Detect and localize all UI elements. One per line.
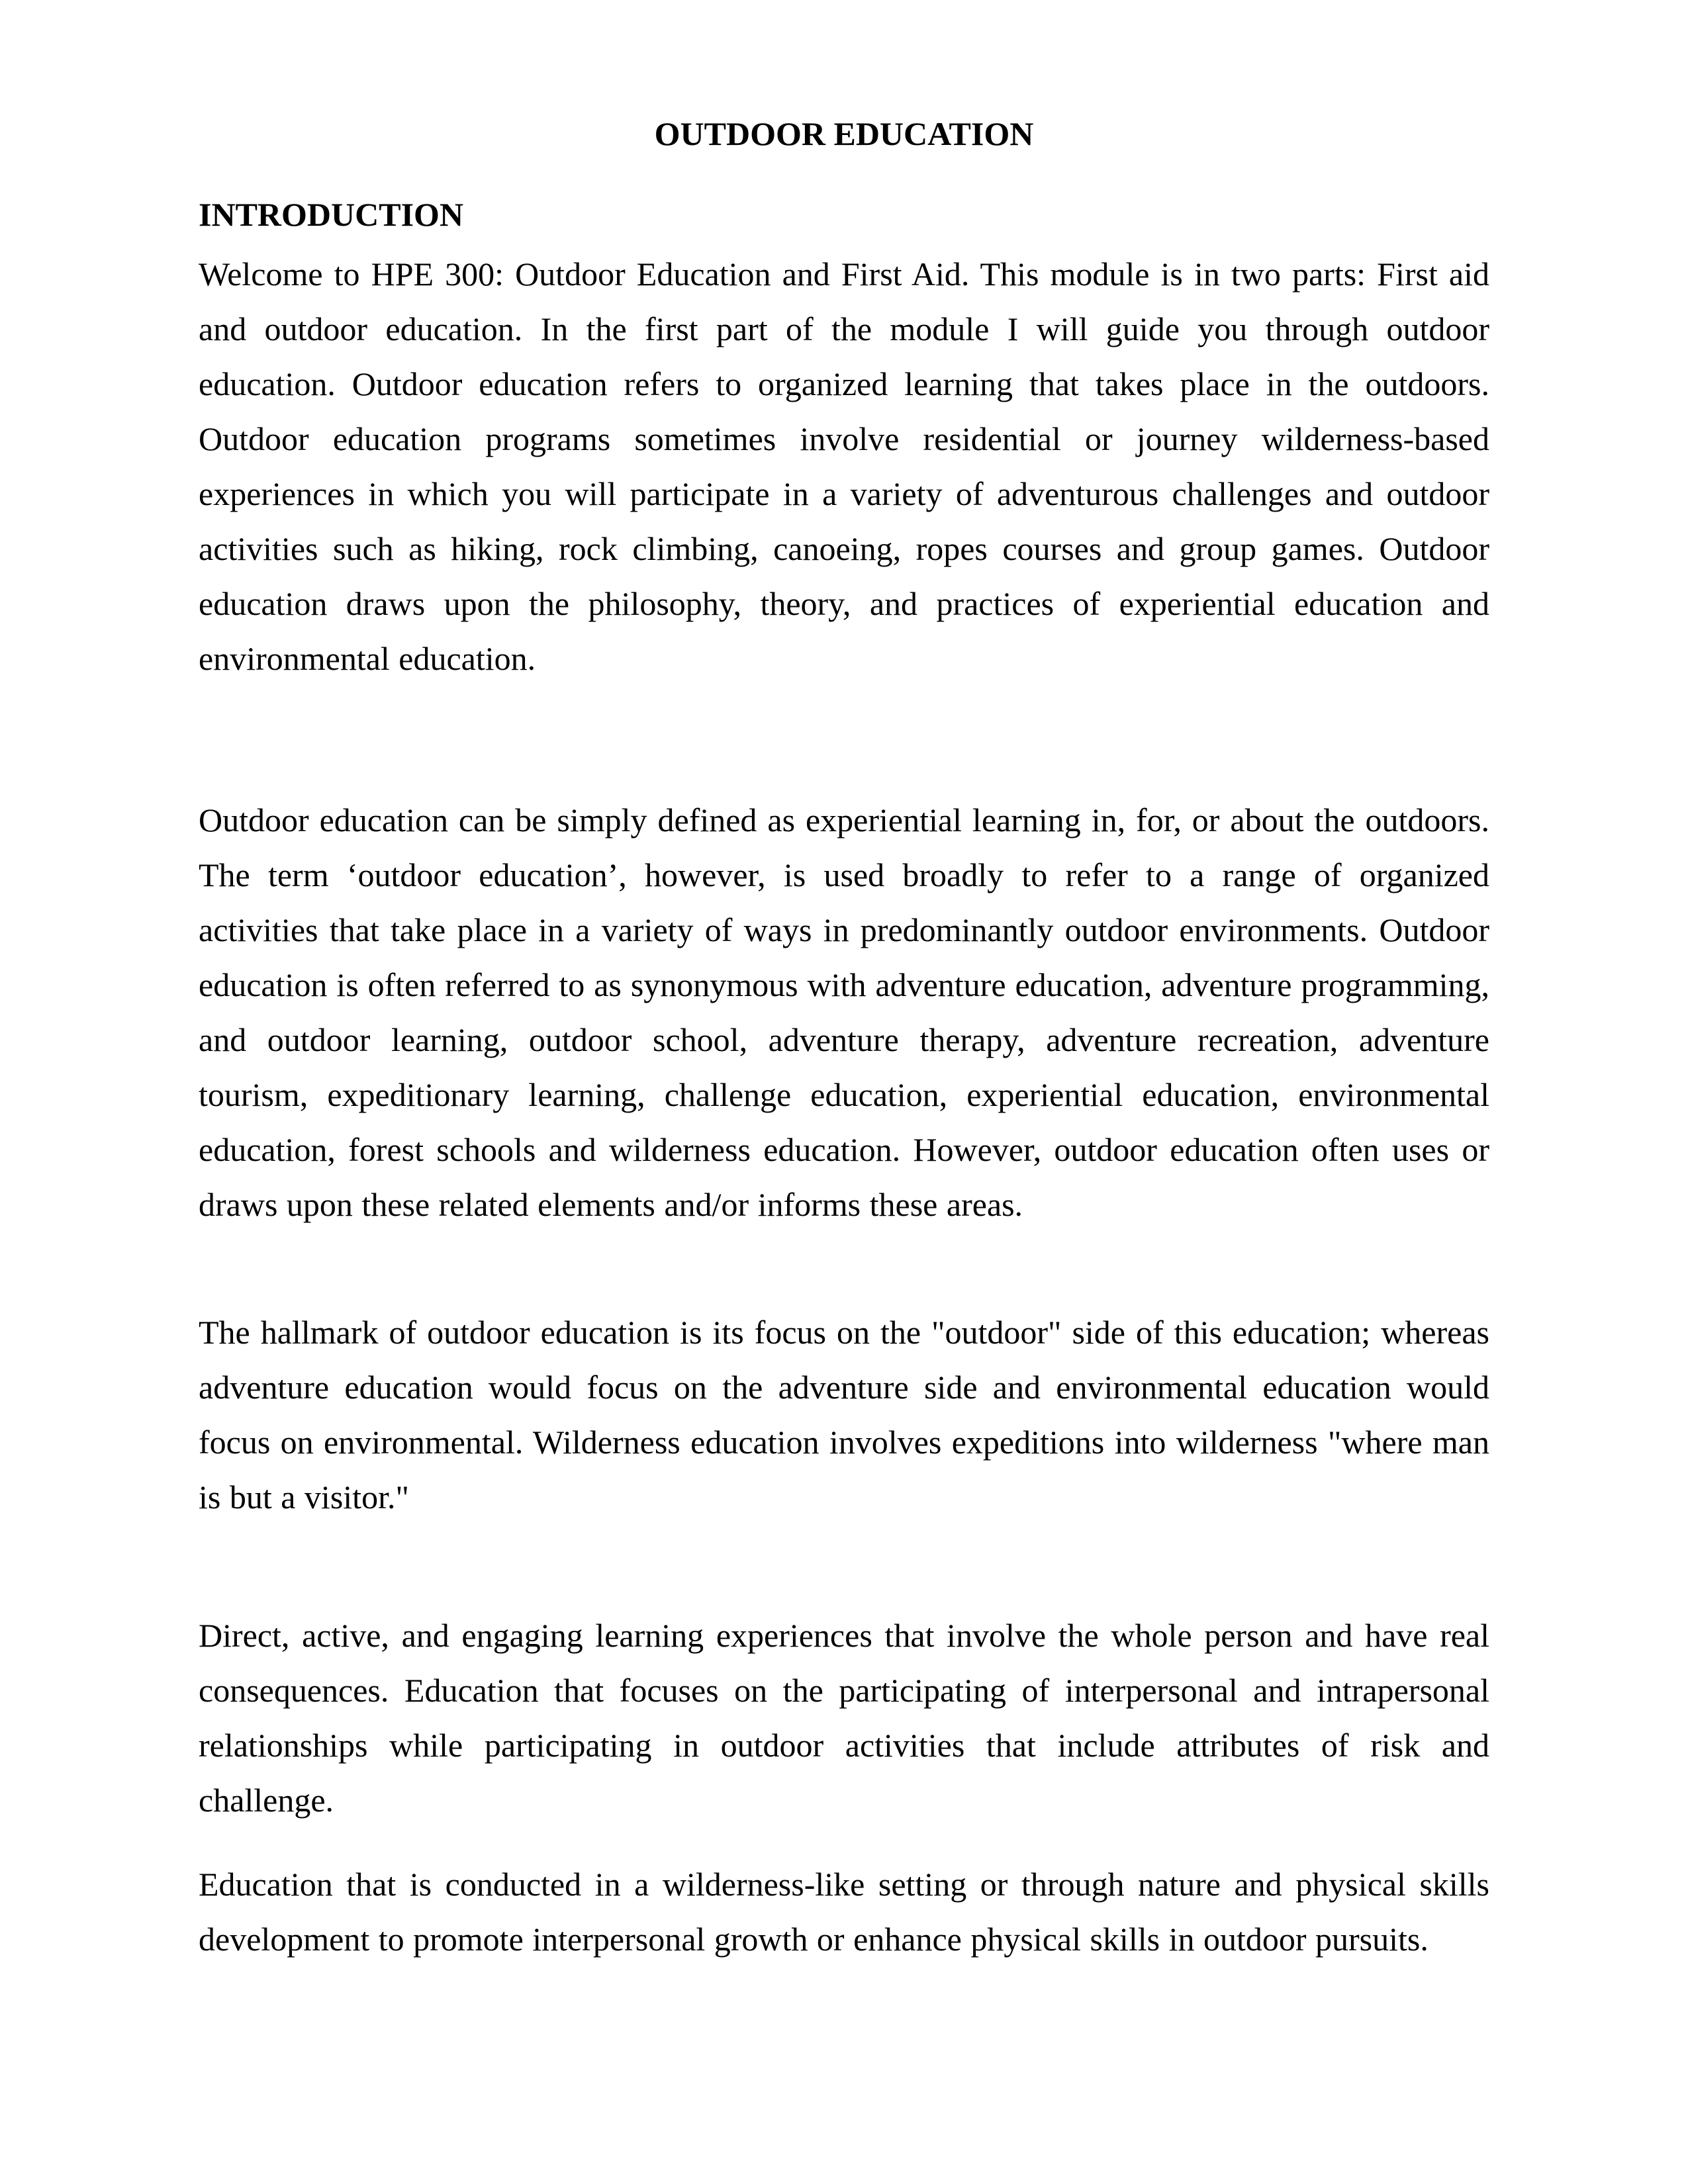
paragraph-wilderness-setting: Education that is conducted in a wilderness-like setting or through nature and physical skills development to promote interpersonal growth or enhance physical skills in outdoor pursuits. bbox=[199, 1866, 1489, 1958]
paragraph-welcome-overview: Welcome to HPE 300: Outdoor Education and First Aid. This module is in two parts: First aid and outdoor education. In the first part of the module I will guide you through outdoor education. Outdoor education refers to organized learning that takes place in the outdoors. Outdoor education programs sometimes involve residential or journey wilderness-based experiences in which you will participate in a variety of adventurous challenges and outdoor activities such as hiking, rock climbing, canoeing, ropes courses and group games. Outdoor education draws upon the philosophy, theory, and practices of experiential education and environmental education. bbox=[199, 255, 1489, 677]
paragraph-hallmark: The hallmark of outdoor education is its focus on the "outdoor" side of this education; whereas adventure education would focus on the adventure side and environmental education would focus on environmental. Wilderness education involves expeditions into wilderness "where man is but a visitor." bbox=[199, 1314, 1489, 1516]
paragraph-definition: Outdoor education can be simply defined as experiential learning in, for, or about the outdoors. The term ‘outdoor education’, however, is used broadly to refer to a range of organized activities that take place in a variety of ways in predominantly outdoor environments. Outdoor education is often referred to as synonymous with adventure education, adventure programming, and outdoor learning, outdoor school, adventure therapy, adventure recreation, adventure tourism, expeditionary learning, challenge education, experiential education, environmental education, forest schools and wilderness education. However, outdoor education often uses or draws upon these related elements and/or informs these areas. bbox=[199, 801, 1489, 1223]
paragraph-direct-active: Direct, active, and engaging learning experiences that involve the whole person and have real consequences. Education that focuses on the participating of interpersonal and intrapersonal relationships while participating in outdoor activities that include attributes of risk and challenge. bbox=[199, 1617, 1489, 1819]
section-heading-introduction: INTRODUCTION bbox=[199, 196, 464, 233]
document-title: OUTDOOR EDUCATION bbox=[654, 115, 1034, 152]
